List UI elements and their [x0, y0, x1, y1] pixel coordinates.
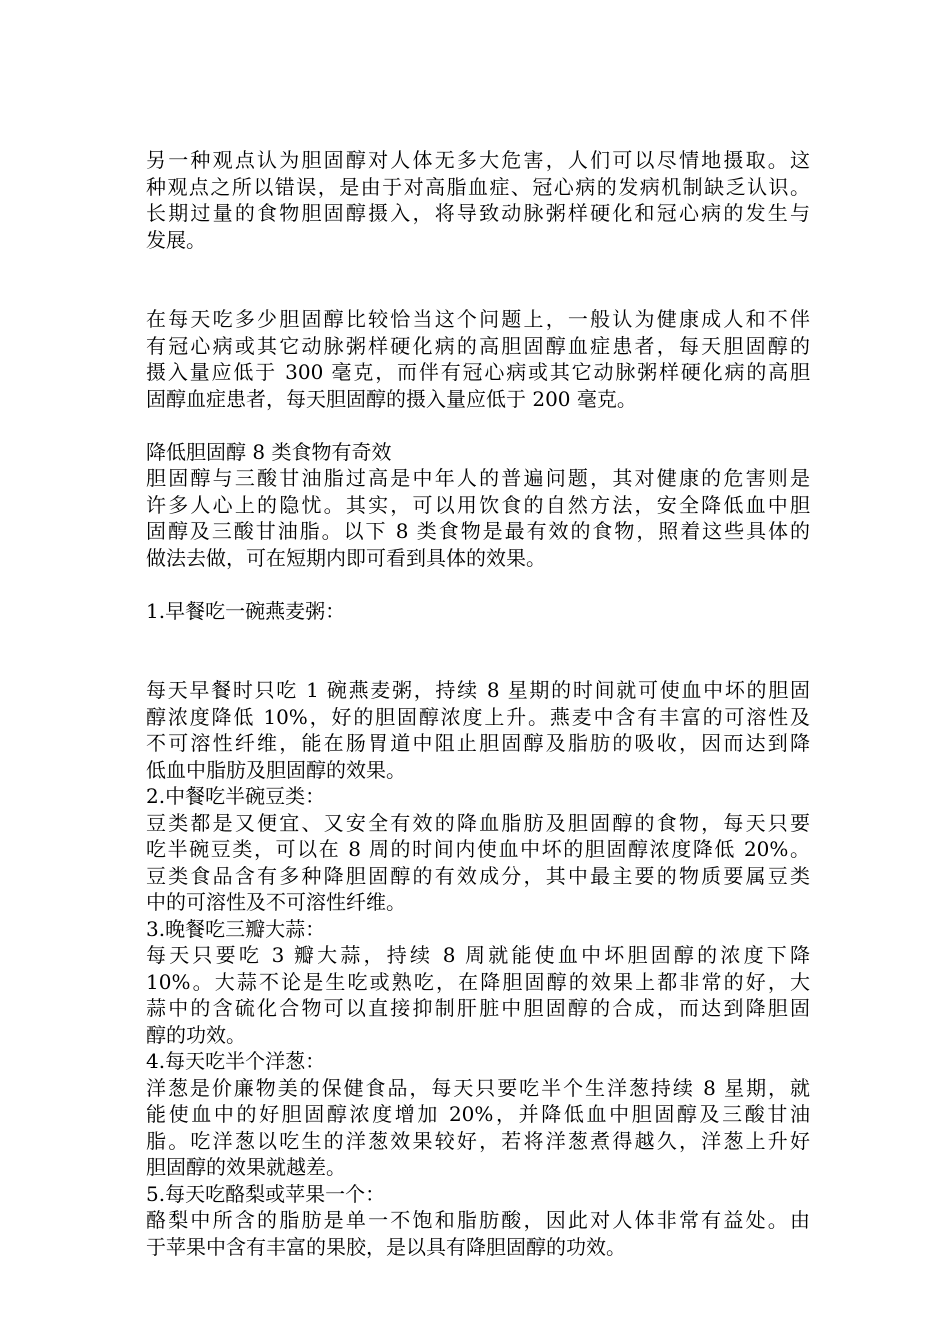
item-title-text: 3.晚餐吃三瓣大蒜：: [146, 916, 326, 941]
text-line: 每天只要吃 3 瓣大蒜，持续 8 周就能使血中坏胆固醇的浓度下降: [146, 943, 810, 967]
section-heading: [146, 439, 810, 466]
item-1-title: [146, 598, 810, 625]
item-5-body: [146, 1207, 810, 1260]
item-1-body: [146, 677, 810, 783]
text-line: 有冠心病或其它动脉粥样硬化病的高胆固醇血症患者，每天胆固醇的: [146, 333, 810, 358]
text-line: 于苹果中含有丰富的果胶，是以具有降胆固醇的功效。: [146, 1234, 626, 1259]
item-title-text: 2.中餐吃半碗豆类：: [146, 784, 326, 808]
text-line: 能使血中的好胆固醇浓度增加 20%，并降低血中胆固醇及三酸甘油: [146, 1102, 810, 1126]
blank-line: [146, 280, 810, 307]
item-5-title: [146, 1181, 810, 1208]
heading-text: 降低胆固醇 8 类食物有奇效: [146, 439, 392, 464]
blank-line: [146, 412, 810, 439]
item-4-title: [146, 1048, 810, 1075]
item-3-body: [146, 942, 810, 1048]
text-line: 每天早餐时只吃 1 碗燕麦粥，持续 8 星期的时间就可使血中坏的胆固: [146, 678, 810, 702]
text-line: 豆类食品含有多种降胆固醇的有效成分，其中最主要的物质要属豆类: [146, 863, 810, 888]
document-page: [146, 147, 810, 1260]
text-line: 长期过量的食物胆固醇摄入，将导致动脉粥样硬化和冠心病的发生与: [146, 201, 810, 225]
text-line: 种观点之所以错误，是由于对高脂血症、冠心病的发病机制缺乏认识。: [146, 174, 810, 199]
text-line: 胆固醇的效果就越差。: [146, 1155, 346, 1179]
text-line: 豆类都是又便宜、又安全有效的降血脂肪及胆固醇的食物，每天只要: [146, 810, 810, 835]
item-3-title: [146, 916, 810, 943]
paragraph-intro: [146, 147, 810, 253]
text-line: 不可溶性纤维，能在肠胃道中阻止胆固醇及脂肪的吸收，因而达到降: [146, 731, 810, 755]
text-line: 发展。: [146, 227, 206, 252]
paragraph-daily-intake: [146, 306, 810, 412]
text-line: 醇浓度降低 10%，好的胆固醇浓度上升。燕麦中含有丰富的可溶性及: [146, 704, 810, 729]
text-line: 中的可溶性及不可溶性纤维。: [146, 890, 406, 914]
blank-line: [146, 651, 810, 678]
item-title-text: 1.早餐吃一碗燕麦粥：: [146, 598, 346, 623]
text-line: 固醇及三酸甘油脂。以下 8 类食物是最有效的食物，照着这些具体的: [146, 519, 810, 543]
text-line: 酪梨中所含的脂肪是单一不饱和脂肪酸，因此对人体非常有益处。由: [146, 1208, 810, 1232]
item-2-title: [146, 783, 810, 810]
text-line: 固醇血症患者，每天胆固醇的摄入量应低于 200 毫克。: [146, 386, 637, 411]
item-4-body: [146, 1075, 810, 1181]
blank-line: [146, 624, 810, 651]
item-title-text: 4.每天吃半个洋葱：: [146, 1049, 326, 1073]
item-2-body: [146, 810, 810, 916]
text-line: 另一种观点认为胆固醇对人体无多大危害，人们可以尽情地摄取。这: [146, 148, 810, 172]
blank-line: [146, 253, 810, 280]
text-line: 胆固醇与三酸甘油脂过高是中年人的普遍问题，其对健康的危害则是: [146, 466, 810, 490]
text-line: 10%。大蒜不论是生吃或熟吃，在降胆固醇的效果上都非常的好，大: [146, 969, 810, 994]
paragraph-overview: [146, 465, 810, 571]
text-line: 许多人心上的隐忧。其实，可以用饮食的自然方法，安全降低血中胆: [146, 492, 810, 517]
text-line: 洋葱是价廉物美的保健食品，每天只要吃半个生洋葱持续 8 星期，就: [146, 1075, 810, 1100]
text-line: 蒜中的含硫化合物可以直接抑制肝脏中胆固醇的合成，而达到降胆固: [146, 996, 810, 1020]
text-line: 脂。吃洋葱以吃生的洋葱效果较好，若将洋葱煮得越久，洋葱上升好: [146, 1128, 810, 1153]
item-title-text: 5.每天吃酪梨或苹果一个：: [146, 1181, 386, 1206]
text-line: 吃半碗豆类，可以在 8 周的时间内使血中坏的胆固醇浓度降低 20%。: [146, 837, 810, 861]
text-line: 做法去做，可在短期内即可看到具体的效果。: [146, 545, 546, 570]
text-line: 醇的功效。: [146, 1022, 246, 1047]
text-line: 低血中脂肪及胆固醇的效果。: [146, 757, 406, 782]
text-line: 摄入量应低于 300 毫克，而伴有冠心病或其它动脉粥样硬化病的高胆: [146, 360, 810, 384]
blank-line: [146, 571, 810, 598]
text-line: 在每天吃多少胆固醇比较恰当这个问题上，一般认为健康成人和不伴: [146, 307, 810, 331]
